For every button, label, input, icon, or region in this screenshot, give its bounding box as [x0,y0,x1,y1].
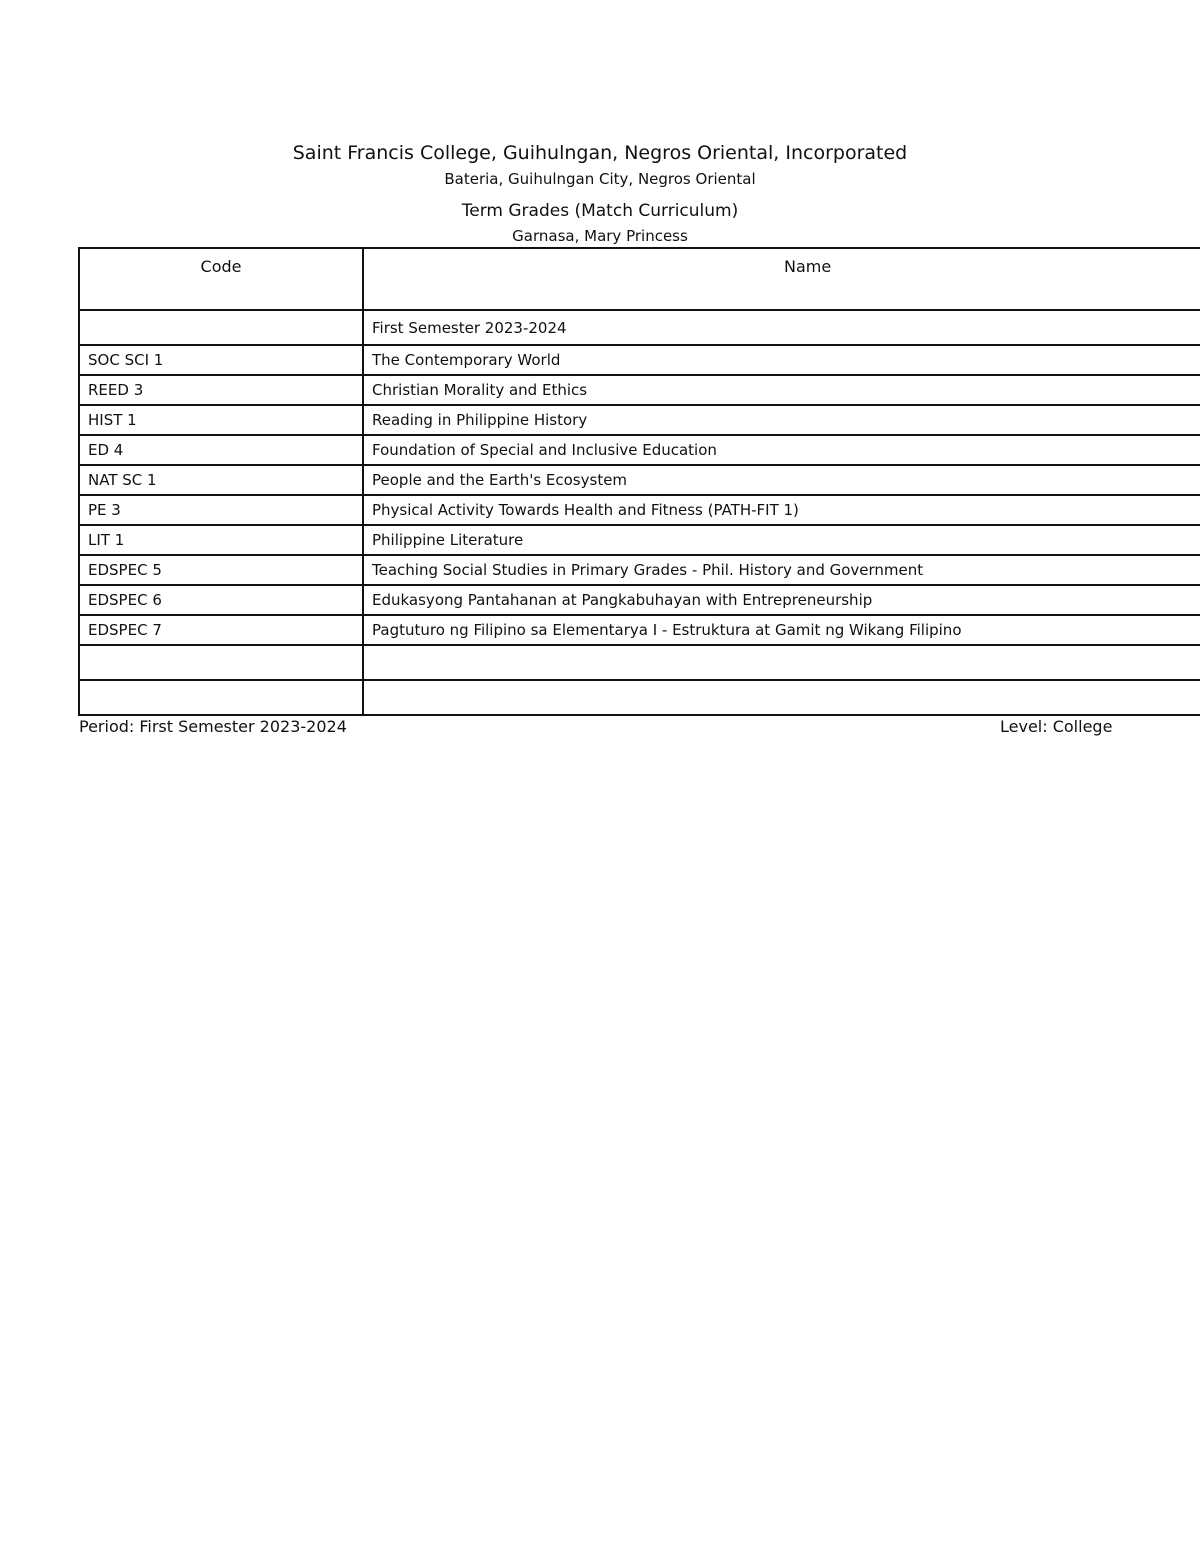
table-row [79,555,1200,585]
course-name: Christian Morality and Ethics [363,375,1200,405]
footer-period: Period: First Semester 2023-2024 [79,717,347,736]
course-name: Edukasyong Pantahanan at Pangkabuhayan with Entrepreneurship [363,585,1200,615]
course-name: Teaching Social Studies in Primary Grades - Phil. History and Government [363,555,1200,585]
course-code: HIST 1 [79,405,363,435]
column-header-code: Code [79,248,363,310]
empty-row [79,680,1200,715]
course-code: LIT 1 [79,525,363,555]
school-address: Bateria, Guihulngan City, Negros Oriental [444,170,756,188]
course-code: PE 3 [79,495,363,525]
table-row [79,465,1200,495]
course-name: Philippine Literature [363,525,1200,555]
course-code: NAT SC 1 [79,465,363,495]
course-name: Reading in Philippine History [363,405,1200,435]
empty-cell [79,680,363,715]
course-code: EDSPEC 6 [79,585,363,615]
table-row [79,495,1200,525]
section-code-cell [79,310,363,345]
report-title: Term Grades (Match Curriculum) [461,201,739,221]
course-code: SOC SCI 1 [79,345,363,375]
empty-cell [363,680,1200,715]
column-header-name: Name [363,248,1200,310]
course-code: REED 3 [79,375,363,405]
footer-level: Level: College [1000,717,1113,736]
table-row [79,375,1200,405]
table-row [79,345,1200,375]
section-label: First Semester 2023-2024 [363,310,1200,345]
course-code: EDSPEC 7 [79,615,363,645]
course-name: The Contemporary World [363,345,1200,375]
grades-table [78,247,1200,716]
empty-row [79,645,1200,680]
semester-section-row [79,310,1200,345]
course-code: ED 4 [79,435,363,465]
course-name: Physical Activity Towards Health and Fitness (PATH-FIT 1) [363,495,1200,525]
empty-cell [363,645,1200,680]
table-row [79,585,1200,615]
table-row [79,435,1200,465]
course-code: EDSPEC 5 [79,555,363,585]
course-name: Pagtuturo ng Filipino sa Elementarya I - Estruktura at Gamit ng Wikang Filipino [363,615,1200,645]
table-row [79,405,1200,435]
table-row [79,525,1200,555]
table-row [79,615,1200,645]
table-header-row [79,248,1200,310]
school-name: Saint Francis College, Guihulngan, Negros Oriental, Incorporated [292,142,908,164]
student-name: Garnasa, Mary Princess [512,227,688,245]
course-name: Foundation of Special and Inclusive Education [363,435,1200,465]
empty-cell [79,645,363,680]
course-name: People and the Earth's Ecosystem [363,465,1200,495]
